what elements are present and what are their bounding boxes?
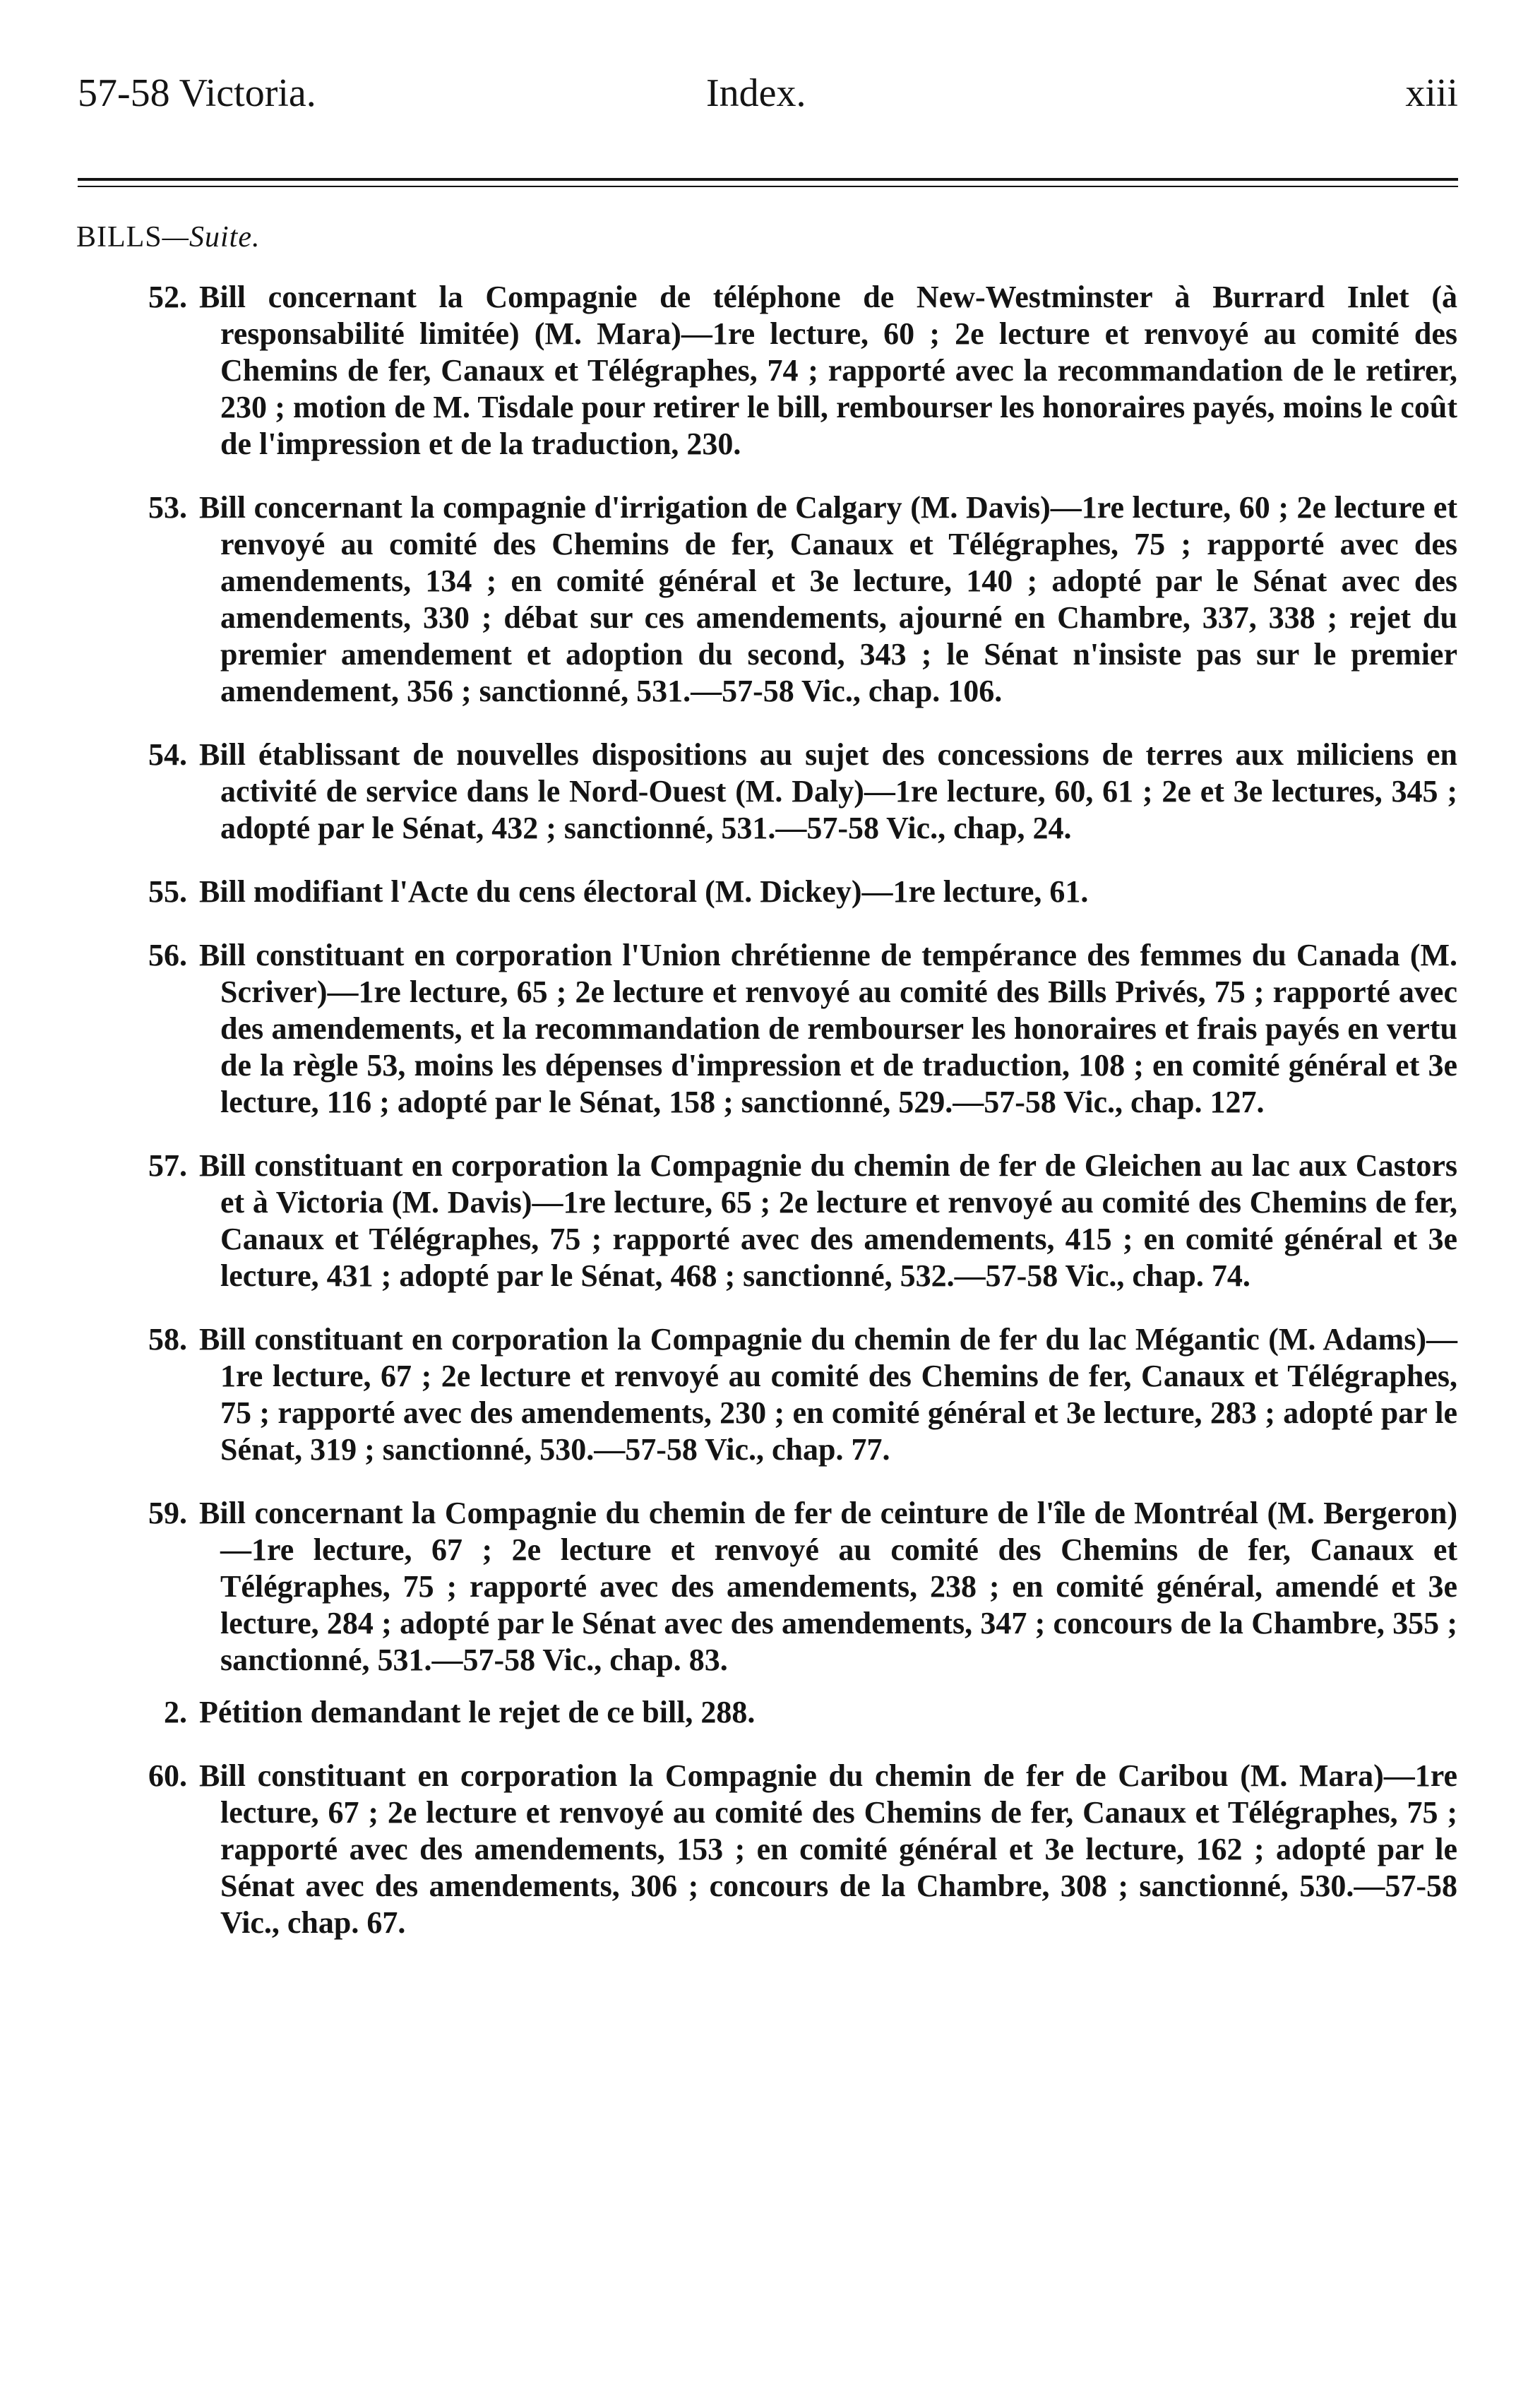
- index-sub-entry: [0, 1694, 1540, 1731]
- entry-number: 2.: [164, 1695, 187, 1729]
- index-entries: [0, 279, 1540, 1968]
- section-suffix: —Suite.: [162, 221, 261, 254]
- entry-number: 52.: [148, 280, 187, 314]
- index-entry: [0, 937, 1540, 1121]
- entry-text: Bill constituant en corporation la Compagnie du chemin de fer du lac Mégantic (M. Adams)—1re lecture, 67 ; 2e lecture et renvoyé au comité des Chemins de fer, Canaux et Télégraphes, 75 ; rapporté avec des amendements, 230 ; en comité général et 3e lecture, 283 ; adopté par le Sénat, 319 ; sanctionné, 530.—57-58 Vic., chap. 77.: [199, 1322, 1457, 1467]
- header-rule-thick: [78, 178, 1458, 181]
- index-entry: [0, 1321, 1540, 1468]
- header-rule-thin: [78, 186, 1458, 187]
- entry-text: Bill constituant en corporation la Compagnie du chemin de fer de Caribou (M. Mara)—1re lecture, 67 ; 2e lecture et renvoyé au comité des Chemins de fer, Canaux et Télégraphes, 75 ; rapporté avec des amendements, 153 ; en comité général et 3e lecture, 162 ; adopté par le Sénat avec des amendements, 306 ; concours de la Chambre, 308 ; sanctionné, 530.—57-58 Vic., chap. 67.: [199, 1758, 1457, 1940]
- entry-text: Bill constituant en corporation la Compagnie du chemin de fer de Gleichen au lac aux Castors et à Victoria (M. Davis)—1re lecture, 65 ; 2e lecture et renvoyé au comité des Chemins de fer, Canaux et Télégraphes, 75 ; rapporté avec des amendements, 415 ; en comité général et 3e lecture, 431 ; adopté par le Sénat, 468 ; sanctionné, 532.—57-58 Vic., chap. 74.: [199, 1148, 1457, 1293]
- running-head-volume: 57-58 Victoria.: [78, 71, 316, 115]
- entry-text: Pétition demandant le rejet de ce bill, 288.: [199, 1695, 756, 1729]
- index-entry: [0, 279, 1540, 463]
- entry-number: 60.: [148, 1758, 187, 1793]
- index-entry: [0, 1495, 1540, 1679]
- entry-text: Bill modifiant l'Acte du cens électoral (M. Dickey)—1re lecture, 61.: [199, 874, 1089, 909]
- running-head-title: Index.: [706, 71, 806, 115]
- entry-text: Bill concernant la Compagnie de téléphone de New-Westminster à Burrard Inlet (à responsabilité limitée) (M. Mara)—1re lecture, 60 ; 2e lecture et renvoyé au comité des Chemins de fer, Canaux et Télégraphes, 74 ; rapporté avec la recommandation de le retirer, 230 ; motion de M. Tisdale pour retirer le bill, rembourser les honoraires payés, moins le coût de l'impression et de la traduction, 230.: [199, 280, 1457, 461]
- page-number: xiii: [1405, 71, 1458, 115]
- entry-number: 59.: [148, 1496, 187, 1530]
- entry-number: 58.: [148, 1322, 187, 1357]
- entry-text: Bill concernant la Compagnie du chemin de fer de ceinture de l'île de Montréal (M. Bergeron)—1re lecture, 67 ; 2e lecture et renvoyé au comité des Chemins de fer, Canaux et Télégraphes, 75 ; rapporté avec des amendements, 238 ; en comité général, amendé et 3e lecture, 284 ; adopté par le Sénat avec des amendements, 347 ; concours de la Chambre, 355 ; sanctionné, 531.—57-58 Vic., chap. 83.: [199, 1496, 1457, 1677]
- entry-number: 55.: [148, 874, 187, 909]
- index-entry: [0, 737, 1540, 847]
- entry-text: Bill établissant de nouvelles dispositions au sujet des concessions de terres aux miliciens en activité de service dans le Nord-Ouest (M. Daly)—1re lecture, 60, 61 ; 2e et 3e lectures, 345 ; adopté par le Sénat, 432 ; sanctionné, 531.—57-58 Vic., chap, 24.: [199, 737, 1457, 845]
- entry-number: 54.: [148, 737, 187, 772]
- entry-number: 53.: [148, 490, 187, 525]
- entry-text: Bill constituant en corporation l'Union chrétienne de tempérance des femmes du Canada (M. Scriver)—1re lecture, 65 ; 2e lecture et renvoyé au comité des Bills Privés, 75 ; rapporté avec des amendements, et la recommandation de rembourser les honoraires et frais payés en vertu de la règle 53, moins les dépenses d'impression et de traduction, 108 ; en comité général et 3e lecture, 116 ; adopté par le Sénat, 158 ; sanctionné, 529.—57-58 Vic., chap. 127.: [199, 938, 1457, 1119]
- index-entry: [0, 489, 1540, 710]
- index-entry: [0, 1148, 1540, 1294]
- entry-number: 56.: [148, 938, 187, 972]
- entry-text: Bill concernant la compagnie d'irrigation de Calgary (M. Davis)—1re lecture, 60 ; 2e lecture et renvoyé au comité des Chemins de fer, Canaux et Télégraphes, 75 ; rapporté avec des amendements, 134 ; en comité général et 3e lecture, 140 ; adopté par le Sénat avec des amendements, 330 ; débat sur ces amendements, ajourné en Chambre, 337, 338 ; rejet du premier amendement et adoption du second, 343 ; le Sénat n'insiste pas sur le premier amendement, 356 ; sanctionné, 531.—57-58 Vic., chap. 106.: [199, 490, 1457, 708]
- section-heading: [76, 220, 261, 254]
- entry-number: 57.: [148, 1148, 187, 1183]
- section-title: BILLS: [76, 221, 162, 254]
- running-head: [78, 71, 1458, 127]
- index-entry: [0, 1758, 1540, 1941]
- index-entry: [0, 874, 1540, 910]
